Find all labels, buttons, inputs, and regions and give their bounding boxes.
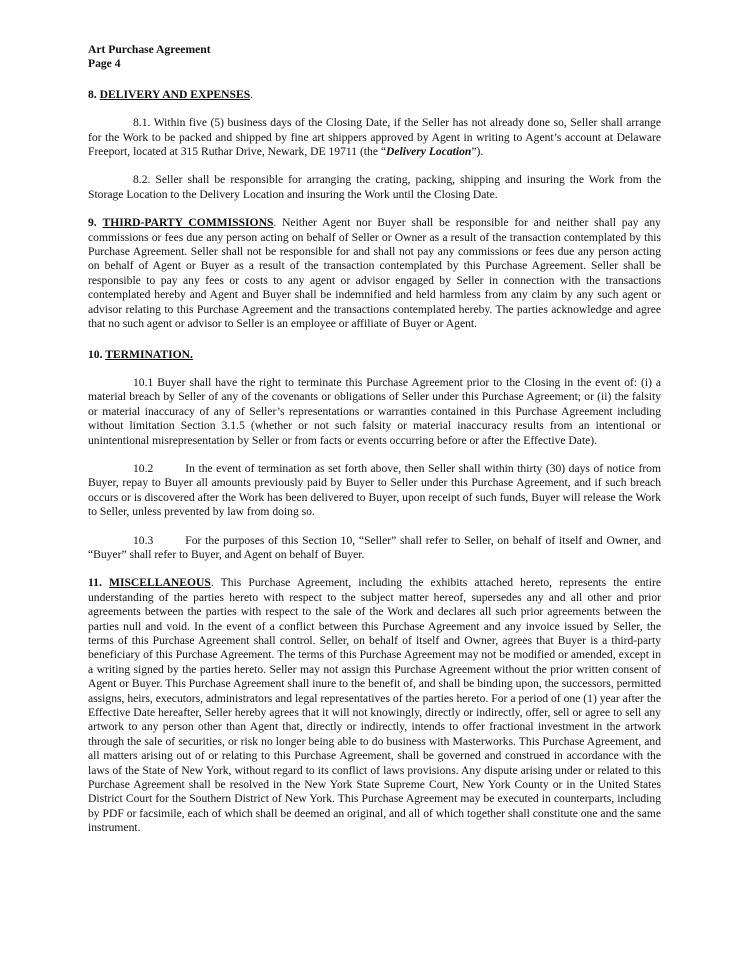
page-header	[88, 43, 661, 72]
section-8-title: DELIVERY AND EXPENSES	[99, 87, 251, 101]
section-11-title: MISCELLANEOUS	[109, 576, 211, 590]
clause-8-1-text-a: 8.1. Within five (5) business days of the Closing Date, if the Seller has not already done so, Seller shall arrange for the Work to be packed and shipped by fine art shippers approved by Agent in writing to Agent’s account at Delaware Freeport, located at 315 Ruthar Drive, Newark, DE 19711 (the “	[88, 116, 661, 159]
section-9-title: THIRD-PARTY COMMISSIONS	[102, 216, 274, 230]
clause-10-1	[88, 376, 661, 448]
clause-8-1	[88, 116, 661, 159]
document-title: Art Purchase Agreement	[88, 43, 211, 56]
clause-10-1-number: 10.1	[133, 375, 154, 389]
section-8-number: 8.	[88, 87, 97, 101]
section-11-number: 11.	[88, 576, 102, 590]
section-11-text: This Purchase Agreement, including the exhibits attached hereto, represents the entire understanding of the parties hereto with respect to the subject matter hereof, supersedes any and all other and prior agreements between the parties with respect to the sale of the Work and declares all such prior agreements between the parties null and void. In the event of a conflict between this Purchase Agreement and any invoice issued by Seller, the terms of this Purchase Agreement shall control. Seller, on behalf of itself and Owner, agrees that Buyer is a third-party beneficiary of this Purchase Agreement. The terms of this Purchase Agreement may not be modified or amended, except in a writing signed by the parties hereto. Seller may not assign this Purchase Agreement without the prior written consent of Agent or Buyer. This Purchase Agreement shall inure to the benefit of, and shall be binding upon, the successors, permitted assigns, heirs, executors, administrators and legal representatives of the parties hereto. For a period of one (1) year after the Effective Date hereafter, Seller hereby agrees that it will not knowingly, directly or indirectly, offer, sell or agree to sell any artwork to any person other than Agent that, directly or indirectly, intends to offer fractional investment in the artwork through the sale of securities, or risk no longer being able to do business with Masterworks. This Purchase Agreement, and all matters arising out of or relating to this Purchase Agreement, shall be governed and construed in accordance with the laws of the State of New York, without regard to its conflict of laws provisions. Any dispute arising under or related to this Purchase Agreement shall be resolved in the New York State Supreme Court, New York County or in the United States District Court for the Southern District of New York. This Purchase Agreement may be executed in counterparts, including by PDF or facsimile, each of which shall be deemed an original, and all of which together shall constitute one and the same instrument.	[88, 576, 662, 835]
section-10-heading	[88, 348, 661, 362]
document-page	[88, 43, 661, 836]
clause-10-3-number: 10.3	[133, 533, 154, 547]
page-number: Page 4	[88, 57, 121, 71]
defined-term-delivery-location: Delivery Location	[386, 145, 472, 159]
clause-10-1-text: Buyer shall have the right to terminate this Purchase Agreement prior to the Closing in the event of: (i) a material breach by Seller of any of the covenants or obligations of Seller under this Purchase Agreement; or (ii) the falsity or material inaccuracy of any of Seller’s representations or warranties contained in this Purchase Agreement including without limitation Section 3.1.5 (whether or not such falsity or material inaccuracy results from an intentional or unintentional misrepresentation by Seller or from facts or events occurring before or after the Effective Date).	[88, 375, 661, 447]
clause-10-2-text: In the event of termination as set forth above, then Seller shall within thirty (30) days of notice from Buyer, repay to Buyer all amounts previously paid by Buyer to Seller under this Purchase Agreement, and if such breach occurs or is discovered after the Work has been delivered to Buyer, upon receipt of such funds, Buyer will release the Work to Seller, unless prevented by law from doing so.	[88, 461, 661, 519]
clause-10-3-text: For the purposes of this Section 10, “Seller” shall refer to Seller, on behalf of itself and Owner, and “Buyer” shall refer to Buyer, and Agent on behalf of Buyer.	[88, 533, 661, 561]
section-11-title-tail: .	[210, 576, 214, 590]
clause-10-2-number: 10.2	[133, 461, 154, 475]
section-8-heading	[88, 88, 661, 102]
section-10-number: 10.	[88, 347, 103, 361]
section-9-paragraph	[88, 216, 661, 331]
section-9-text: Neither Agent nor Buyer shall be responsible for and neither shall pay any commissions or fees due any person acting on behalf of Seller or Owner as a result of the transaction contemplated by this Purchase Agreement. Seller shall not be responsible for and shall not pay any commissions or fees due any person acting on behalf of Agent or Buyer as a result of the transaction contemplated by this Purchase Agreement. Seller shall be responsible to pay any fees or costs to any agent or advisor engaged by Seller in connection with the transactions contemplated hereby and Agent and Buyer shall be indemnified and held harmless from any claim by any such agent or advisor relating to this Purchase Agreement and the transactions contemplated hereby. The parties acknowledge and agree that no such agent or advisor to Seller is an employee or affiliate of Buyer or Agent.	[88, 216, 661, 331]
clause-10-2	[88, 462, 661, 520]
clause-10-3	[88, 534, 661, 563]
section-9-number: 9.	[88, 216, 97, 230]
clause-8-2: 8.2. Seller shall be responsible for arranging the crating, packing, shipping and insuring the Work from the Storage Location to the Delivery Location and insuring the Work until the Closing Date.	[88, 173, 661, 201]
section-10-title: TERMINATION	[105, 347, 191, 361]
section-9-title-tail: .	[273, 216, 277, 230]
clause-8-1-text-b: ”).	[471, 145, 484, 159]
section-11-paragraph	[88, 576, 661, 835]
section-8-title-tail: .	[250, 87, 254, 101]
section-10-title-tail: .	[190, 347, 193, 361]
